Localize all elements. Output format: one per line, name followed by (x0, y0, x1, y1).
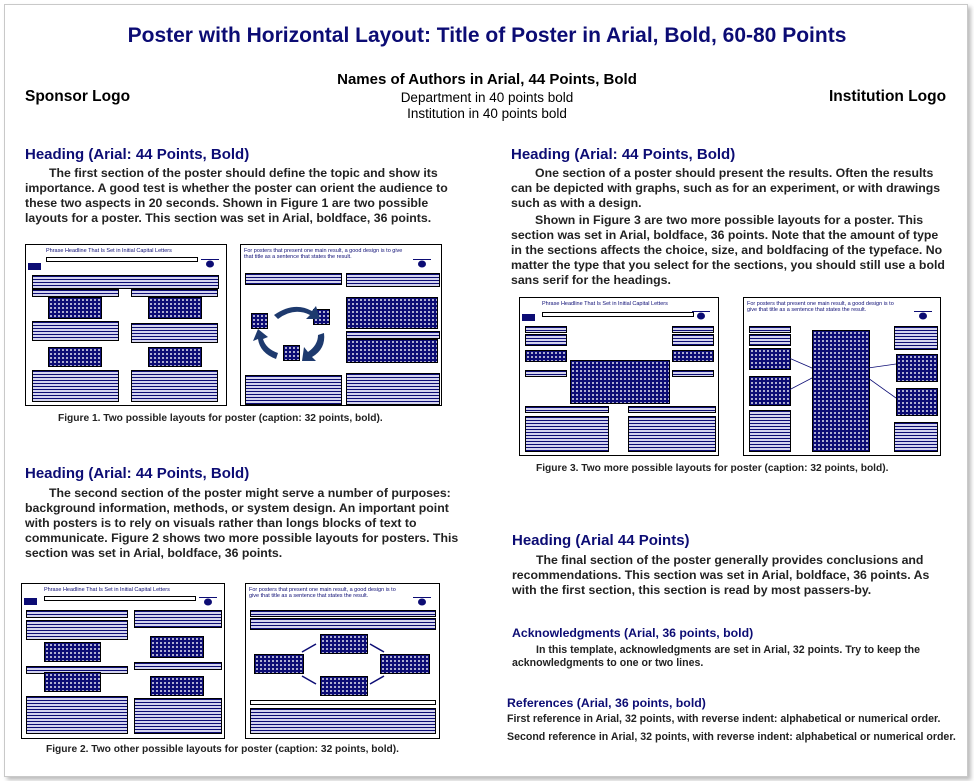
affiliation-block (0, 90, 974, 122)
thumbnail-title: Phrase Headline That Is Set in Initial Capital Letters (46, 248, 172, 254)
institution-seal-icon (690, 310, 712, 321)
department-line: Department in 40 points bold (400, 90, 574, 105)
thumbnail-title: Phrase Headline That Is Set in Initial Capital Letters (44, 587, 170, 593)
cycle-arrows-icon (246, 297, 341, 367)
institution-seal-icon (199, 258, 221, 269)
section2-text: The second section of the poster might serve a number of purposes: background information, methods, or system design. An important point with posters is to rely on visuals rather than longs blocks of text to communicate. Figure 2 shows two more possible layouts for posters. This section was set in Arial, boldface, 36 points. (25, 486, 459, 560)
reference-item: First reference in Arial, 32 points, with reverse indent: alphabetical or numerical order. (507, 713, 941, 725)
figure2-layout-b (245, 583, 440, 739)
institution-logo: Institution Logo (829, 88, 947, 105)
connector-lines-icon (744, 298, 940, 455)
thumbnail-title: Phrase Headline That Is Set in Initial Capital Letters (542, 301, 668, 307)
institution-seal-icon (197, 596, 219, 607)
institution-seal-icon (411, 258, 433, 269)
section4-text: The final section of the poster generally provides conclusions and recommendations. This section was set in Arial, boldface, 36 points. As with the first section, this section is read by most passers-by. (512, 553, 930, 597)
figure3-layout-b (743, 297, 941, 456)
sponsor-logo: Sponsor Logo (25, 88, 131, 105)
section1-heading: Heading (Arial: 44 Points, Bold) (25, 146, 250, 163)
figure1-layout-b (240, 244, 442, 406)
section4-heading: Heading (Arial 44 Points) (512, 532, 690, 549)
figure2-layout-a (21, 583, 225, 739)
acknowledgments-heading: Acknowledgments (Arial, 36 points, bold) (512, 626, 754, 640)
figure2-caption: Figure 2. Two other possible layouts for poster (caption: 32 points, bold). (46, 744, 399, 755)
authors-line: Names of Authors in Arial, 44 Points, Bold (337, 71, 637, 88)
reference-item: Second reference in Arial, 32 points, with reverse indent: alphabetical or numerical order. (507, 731, 956, 743)
thumbnail-title: For posters that present one main result, a good design is to give that title as a sentence that states the result. (244, 248, 403, 260)
thumbnail-title: For posters that present one main result, a good design is to give that title as a sentence that states the result. (747, 301, 894, 313)
poster-title: Poster with Horizontal Layout: Title of Poster in Arial, Bold, 60-80 Points (127, 24, 847, 47)
references-heading: References (Arial, 36 points, bold) (507, 696, 706, 710)
acknowledgments-text: In this template, acknowledgments are set in Arial, 32 points. Try to keep the acknowledgments to one or two lines. (512, 644, 921, 669)
thumbnail-title: For posters that present one main result, a good design is to give that title as a sentence that states the result. (249, 587, 396, 599)
figure3-layout-a (519, 297, 719, 456)
section2-heading: Heading (Arial: 44 Points, Bold) (25, 465, 250, 482)
section3-heading: Heading (Arial: 44 Points, Bold) (511, 146, 736, 163)
section1-text: The first section of the poster should define the topic and show its importance. A good test is whether the poster can orient the audience to these two aspects in 20 seconds. Shown in Figure 1 are two possible layouts for a poster. This section was set in Arial, boldface, 36 points. (25, 166, 448, 225)
institution-line: Institution in 40 points bold (407, 106, 567, 121)
figure3-caption: Figure 3. Two more possible layouts for poster (caption: 32 points, bold). (536, 463, 889, 474)
figure1-caption: Figure 1. Two possible layouts for poster (caption: 32 points, bold). (58, 413, 383, 424)
section3-text-1: One section of a poster should present the results. Often the results can be depicted with graphs, such as for an experiment, or with drawings such as with a design. (511, 166, 941, 210)
section3-text-2: Shown in Figure 3 are two more possible layouts for a poster. This section was set in Arial, boldface, 36 points. Note that the amount of type in the sections affects the choice, size, and boldfacing of the typeface. No matter the type that you select for the sections, you should still use a bold sans serif for the headings. (511, 213, 945, 287)
figure1-layout-a (25, 244, 227, 406)
